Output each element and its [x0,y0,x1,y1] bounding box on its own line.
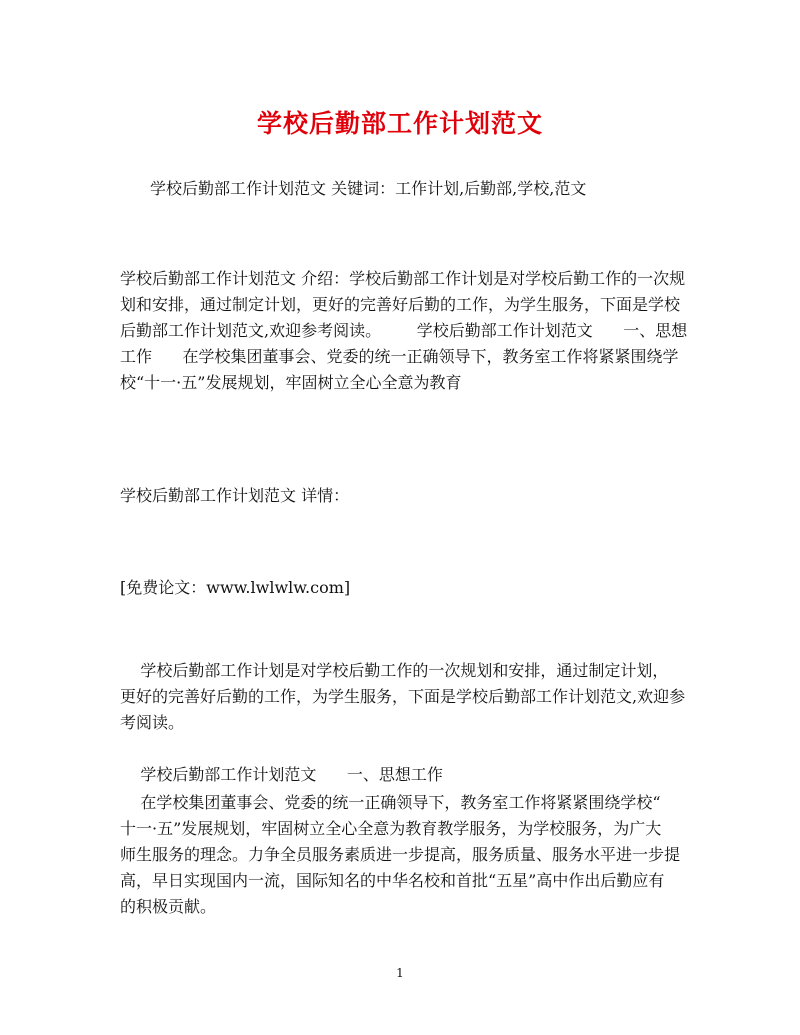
document-title: 学校后勤部工作计划范文 [256,109,543,138]
body-line: 在学校集团董事会、党委的统一正确领导下，教务室工作将紧紧围绕学校“ [120,793,661,812]
intro-line: 后勤部工作计划范文,欢迎参考阅读。 学校后勤部工作计划范文 一、思想 [120,321,688,340]
details-line [120,483,680,509]
body-paragraph-2 [120,790,680,920]
body-paragraph-1 [120,658,686,736]
keywords-text: 学校后勤部工作计划范文 关键词：工作计划,后勤部,学校,范文 [150,179,587,198]
keywords-line [150,176,710,202]
intro-line: 划和安排，通过制定计划，更好的完善好后勤的工作，为学生服务，下面是学校 [120,295,681,314]
body-line: 学校后勤部工作计划是对学校后勤工作的一次规划和安排，通过制定计划， [120,661,669,680]
body-line: 的积极贡献。 [120,897,217,916]
body-line: 考阅读。 [120,713,185,732]
intro-line: 工作 在学校集团董事会、党委的统一正确领导下，教务室工作将紧紧围绕学 [120,347,679,366]
body-line: 师生服务的理念。力争全员服务素质进一步提高，服务质量、服务水平进一步提 [120,845,681,864]
page-number: 1 [396,966,404,980]
free-paper-link[interactable]: [免费论文：www.lwlwlw.com] [120,578,351,597]
body-line: 更好的完善好后勤的工作，为学生服务，下面是学校后勤部工作计划范文,欢迎参 [120,687,686,706]
details-text: 学校后勤部工作计划范文 详情： [120,486,350,505]
body-line: 十一·五”发展规划，牢固树立全心全意为教育教学服务，为学校服务，为广大 [120,819,662,838]
section-heading [120,762,680,788]
body-line: 高，早日实现国内一流，国际知名的中华名校和首批“五星”高中作出后勤应有 [120,871,665,890]
section-heading-text: 学校后勤部工作计划范文 一、思想工作 [120,765,443,784]
intro-paragraph [120,266,688,396]
intro-line: 校“十一·五”发展规划，牢固树立全心全意为教育 [120,373,462,392]
intro-line: 学校后勤部工作计划范文 介绍：学校后勤部工作计划是对学校后勤工作的一次规 [120,269,686,288]
